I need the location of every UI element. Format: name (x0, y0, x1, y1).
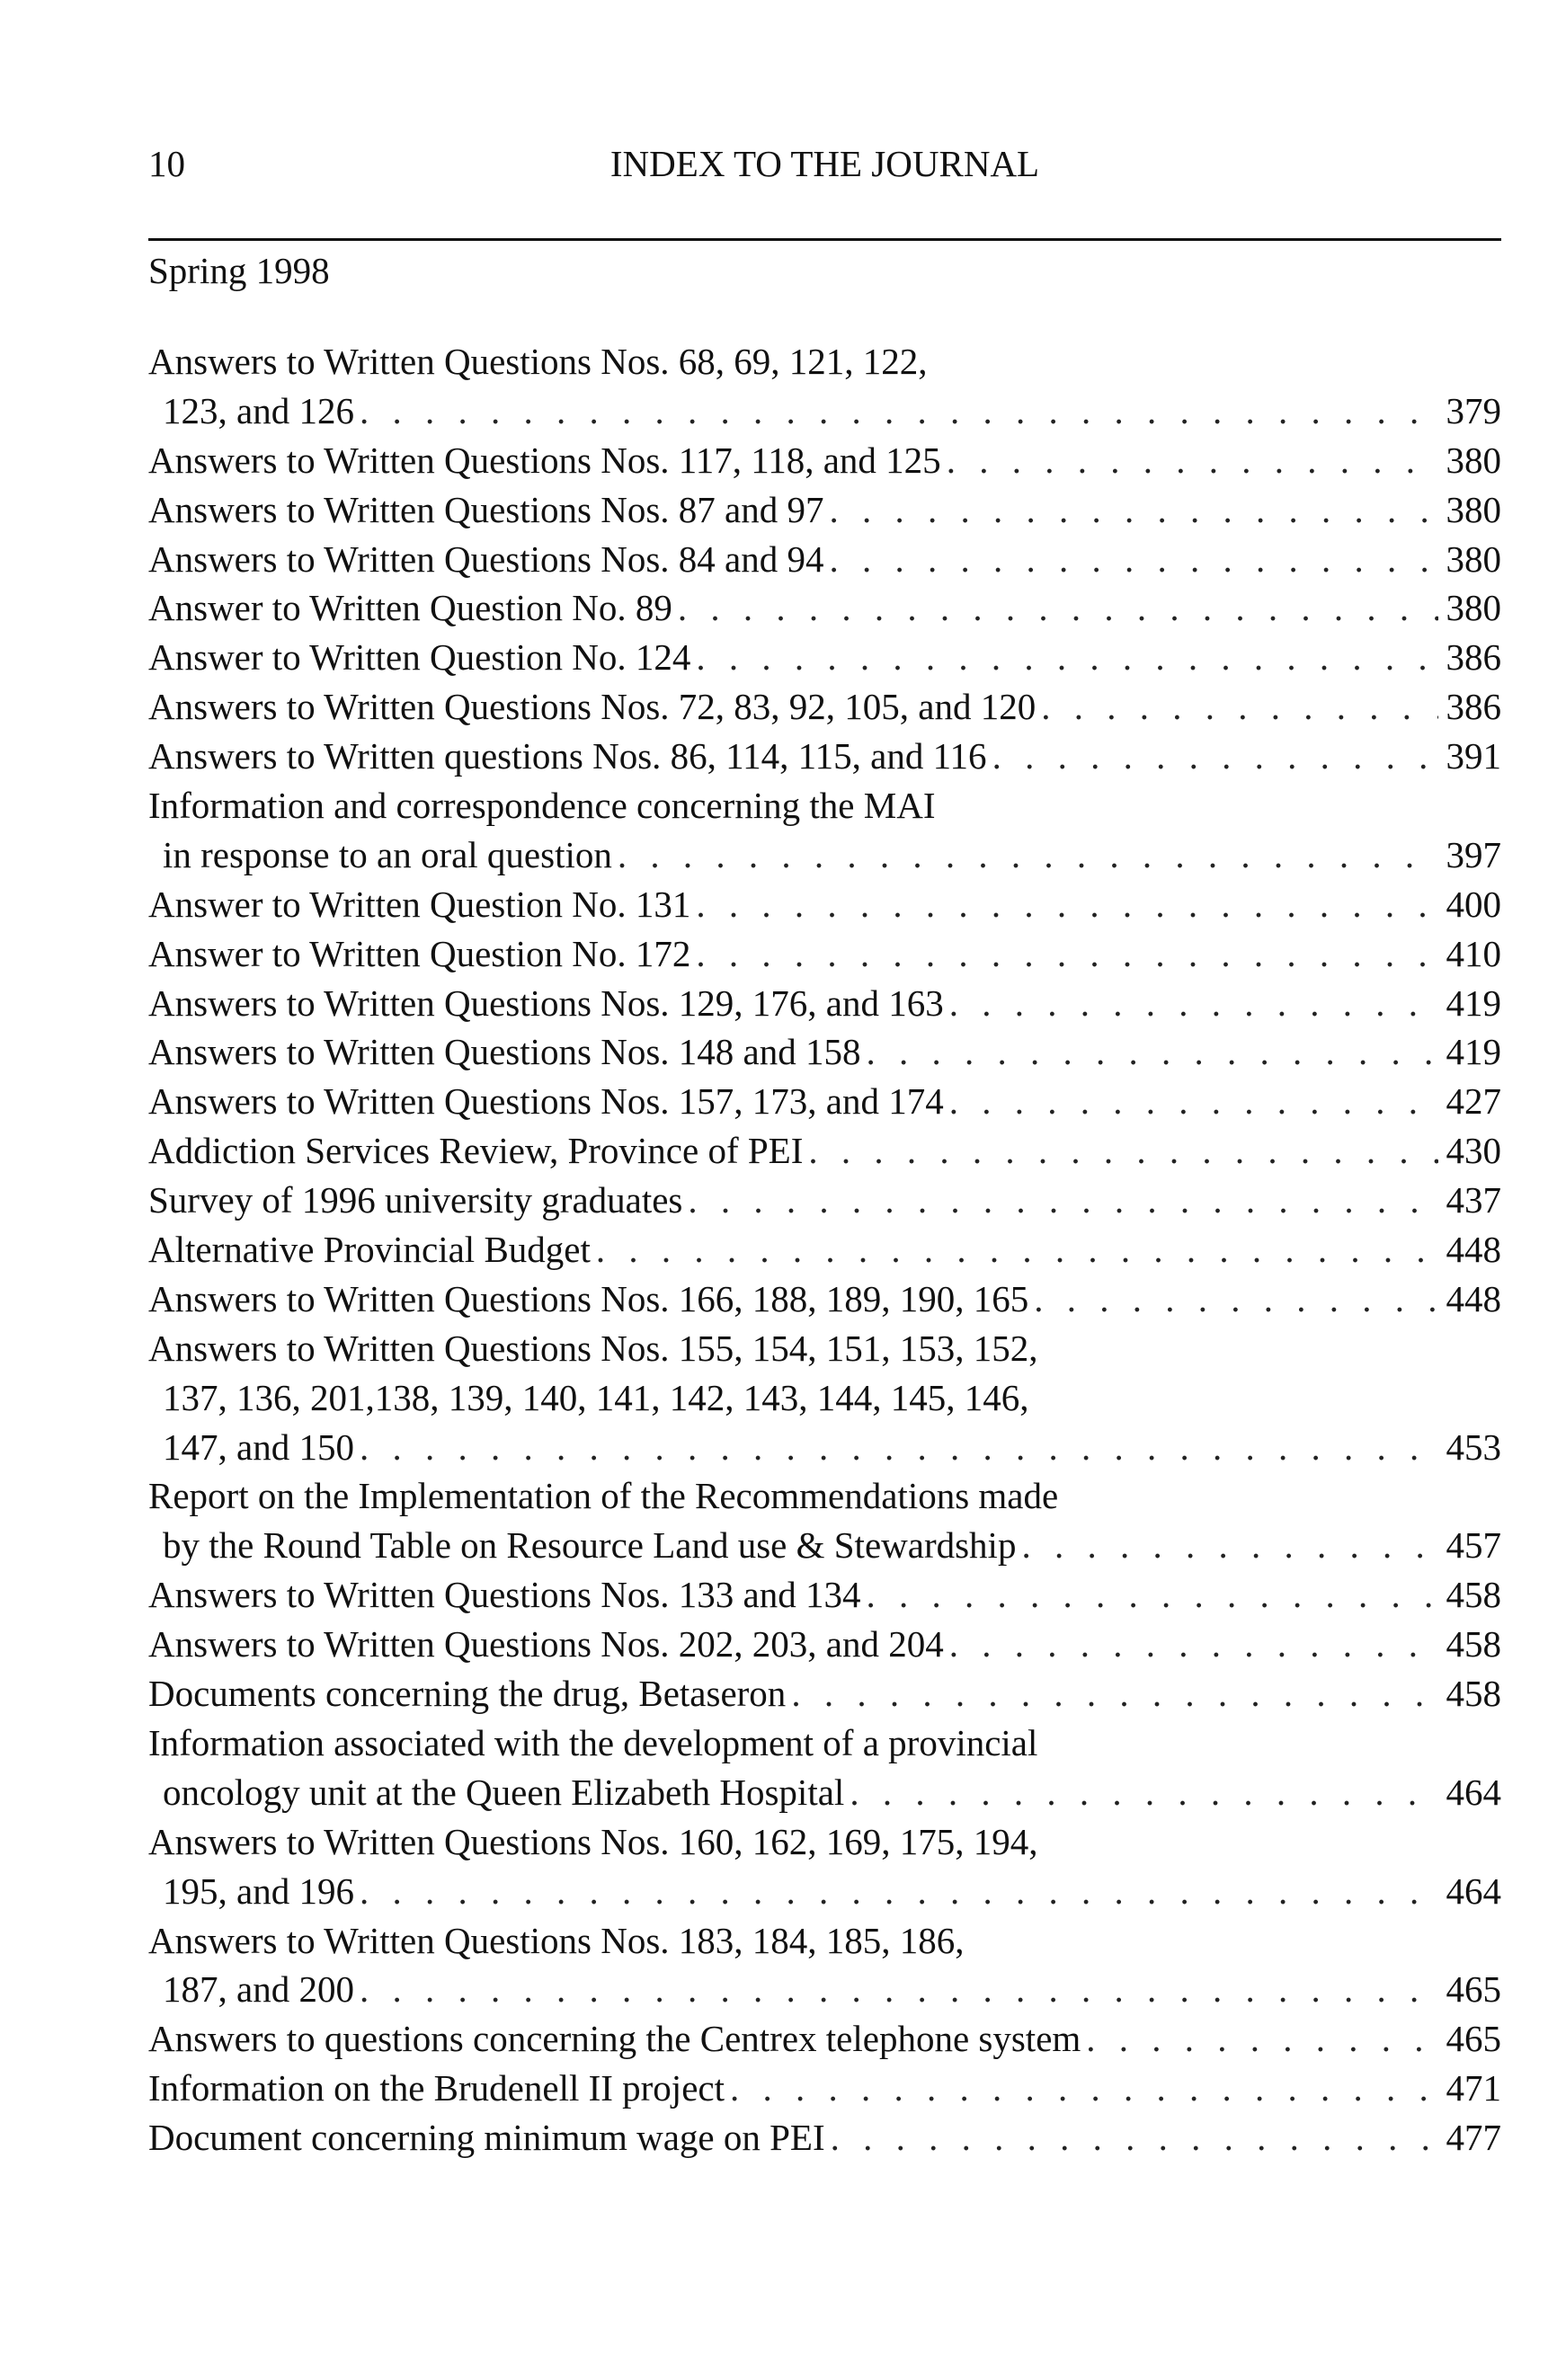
entry-line (148, 1077, 1501, 1126)
dot-leader (844, 1768, 1438, 1817)
entry-page-number: 437 (1446, 1179, 1501, 1221)
dot-leader (354, 1965, 1438, 2014)
index-entry (148, 1274, 1501, 1324)
dot-leader (672, 583, 1438, 633)
entry-page-number: 457 (1446, 1524, 1501, 1567)
entry-line (148, 1768, 1501, 1817)
index-entry (148, 781, 1501, 880)
entry-page-number: 391 (1446, 735, 1501, 777)
entry-text: Answers to Written Questions Nos. 160, 162, 169, 175, 194, (148, 1820, 1038, 1862)
entry-line (148, 2014, 1501, 2064)
entry-line (148, 880, 1501, 929)
index-entry (148, 2064, 1501, 2113)
entry-text: Answers to Written Questions Nos. 202, 203, and 204 (148, 1623, 944, 1665)
entry-line (148, 1570, 1501, 1620)
entry-text: Information on the Brudenell II project (148, 2067, 725, 2109)
entry-line (148, 1669, 1501, 1718)
entry-page-number: 379 (1446, 389, 1501, 431)
entry-line (148, 1274, 1501, 1324)
section-title: Spring 1998 (148, 250, 330, 291)
entry-page-number: 380 (1446, 488, 1501, 530)
entry-page-number: 453 (1446, 1425, 1501, 1468)
entry-page-number: 430 (1446, 1130, 1501, 1172)
dot-leader (690, 880, 1438, 929)
entry-page-number: 380 (1446, 439, 1501, 481)
index-entry (148, 880, 1501, 929)
entry-page-number: 448 (1446, 1229, 1501, 1271)
entry-line (148, 929, 1501, 979)
entry-text: Document concerning minimum wage on PEI (148, 2117, 825, 2159)
dot-leader (1016, 1521, 1438, 1570)
index-entry (148, 535, 1501, 584)
dot-leader (786, 1669, 1438, 1718)
entry-text: Answer to Written Question No. 131 (148, 883, 691, 925)
entry-page-number: 465 (1446, 2018, 1501, 2060)
entry-page-number: 419 (1446, 1031, 1501, 1073)
dot-leader (941, 436, 1438, 485)
entry-page-number: 419 (1446, 981, 1501, 1024)
entry-page-number: 386 (1446, 686, 1501, 728)
dot-leader (825, 2113, 1438, 2162)
dot-leader (823, 485, 1438, 535)
entry-page-number: 400 (1446, 883, 1501, 925)
index-entry (148, 1916, 1501, 2015)
index-entry (148, 1077, 1501, 1126)
dot-leader (987, 732, 1438, 781)
entry-page-number: 458 (1446, 1673, 1501, 1715)
page-header (148, 142, 1501, 196)
entry-page-number: 427 (1446, 1080, 1501, 1123)
index-entry (148, 1718, 1501, 1817)
entry-text: in response to an oral question (163, 833, 612, 875)
index-entry (148, 436, 1501, 485)
index-entry (148, 1027, 1501, 1077)
dot-leader (1028, 1274, 1438, 1324)
dot-leader (690, 929, 1438, 979)
entry-text: Answers to questions concerning the Centrex telephone system (148, 2018, 1081, 2060)
dot-leader (860, 1027, 1438, 1077)
entry-text: Answers to Written Questions Nos. 68, 69, 121, 122, (148, 341, 928, 382)
entry-text: Answers to Written Questions Nos. 87 and 97 (148, 488, 824, 530)
entry-text: Answers to Written Questions Nos. 117, 118, and 125 (148, 439, 941, 481)
entry-text: Answers to Written questions Nos. 86, 114, 115, and 116 (148, 735, 987, 777)
dot-leader (354, 386, 1438, 436)
entry-page-number: 464 (1446, 1771, 1501, 1813)
entry-text: Answer to Written Question No. 89 (148, 587, 672, 629)
entry-text: 137, 136, 201,138, 139, 140, 141, 142, 143, 144, 145, 146, (163, 1376, 1029, 1418)
entry-text: Information and correspondence concerning the MAI (148, 785, 936, 827)
dot-leader (944, 979, 1438, 1028)
entry-line (148, 1225, 1501, 1274)
entry-text: Alternative Provincial Budget (148, 1229, 591, 1271)
entry-line (148, 682, 1501, 732)
dot-leader (725, 2064, 1438, 2113)
entry-text: Answer to Written Question No. 124 (148, 636, 691, 679)
entry-text: Answers to Written Questions Nos. 72, 83, 92, 105, and 120 (148, 686, 1037, 728)
entry-page-number: 386 (1446, 636, 1501, 679)
entry-text: Answers to Written Questions Nos. 84 and 94 (148, 537, 824, 580)
entry-text: Answers to Written Questions Nos. 183, 184, 185, 186, (148, 1919, 965, 1961)
dot-leader (690, 633, 1438, 682)
entry-line (148, 436, 1501, 485)
entry-text: 195, and 196 (163, 1869, 354, 1912)
entry-line (148, 1126, 1501, 1176)
entry-line (148, 2113, 1501, 2162)
entry-text: Information associated with the development of a provincial (148, 1721, 1038, 1763)
index-entry (148, 633, 1501, 682)
entry-text: Answers to Written Questions Nos. 148 and 158 (148, 1031, 861, 1073)
index-entries (148, 337, 1501, 2162)
entry-line (148, 386, 1501, 436)
entry-line (148, 1176, 1501, 1225)
entry-text: Documents concerning the drug, Betaseron (148, 1673, 787, 1715)
dot-leader (1081, 2014, 1438, 2064)
index-entry (148, 1817, 1501, 1916)
entry-page-number: 458 (1446, 1623, 1501, 1665)
index-entry (148, 979, 1501, 1028)
entry-text: Answers to Written Questions Nos. 155, 154, 151, 153, 152, (148, 1327, 1038, 1369)
index-entry (148, 1126, 1501, 1176)
dot-leader (682, 1176, 1438, 1225)
entry-page-number: 477 (1446, 2117, 1501, 2159)
entry-line (148, 830, 1501, 880)
dot-leader (612, 830, 1438, 880)
entry-line (148, 535, 1501, 584)
index-entry (148, 1669, 1501, 1718)
entry-line (148, 979, 1501, 1028)
dot-leader (803, 1126, 1438, 1176)
entry-line (148, 1027, 1501, 1077)
entry-line (148, 732, 1501, 781)
entry-page-number: 380 (1446, 537, 1501, 580)
index-entry (148, 485, 1501, 535)
index-entry (148, 337, 1501, 436)
index-entry (148, 2113, 1501, 2162)
index-entry (148, 2014, 1501, 2064)
entry-page-number: 471 (1446, 2067, 1501, 2109)
entry-text: 123, and 126 (163, 389, 354, 431)
dot-leader (823, 535, 1438, 584)
index-entry (148, 1471, 1501, 1570)
index-entry (148, 732, 1501, 781)
header-rule (148, 238, 1501, 241)
entry-text: Answers to Written Questions Nos. 157, 173, and 174 (148, 1080, 944, 1123)
entry-text: Answers to Written Questions Nos. 129, 176, and 163 (148, 981, 944, 1024)
dot-leader (860, 1570, 1438, 1620)
entry-line (148, 1620, 1501, 1669)
entry-line (148, 633, 1501, 682)
running-title: INDEX TO THE JOURNAL (609, 143, 1040, 184)
entry-text: oncology unit at the Queen Elizabeth Hospital (163, 1771, 845, 1813)
entry-text: Answers to Written Questions Nos. 166, 188, 189, 190, 165 (148, 1277, 1029, 1319)
entry-page-number: 464 (1446, 1869, 1501, 1912)
entry-line (148, 2064, 1501, 2113)
entry-line (148, 583, 1501, 633)
page-number: 10 (148, 143, 185, 184)
index-entry (148, 1324, 1501, 1472)
dot-leader (1036, 682, 1438, 732)
entry-text: Addiction Services Review, Province of PEI (148, 1130, 804, 1172)
entry-line (148, 485, 1501, 535)
entry-line (148, 1867, 1501, 1916)
entry-text: 147, and 150 (163, 1425, 354, 1468)
index-entry (148, 1225, 1501, 1274)
entry-line (148, 1423, 1501, 1472)
entry-page-number: 410 (1446, 932, 1501, 974)
entry-text: Survey of 1996 university graduates (148, 1179, 683, 1221)
index-entry (148, 1570, 1501, 1620)
entry-text: 187, and 200 (163, 1968, 354, 2011)
dot-leader (944, 1620, 1438, 1669)
entry-page-number: 448 (1446, 1277, 1501, 1319)
dot-leader (591, 1225, 1438, 1274)
entry-page-number: 465 (1446, 1968, 1501, 2011)
index-entry (148, 583, 1501, 633)
entry-line (148, 1965, 1501, 2014)
entry-page-number: 397 (1446, 833, 1501, 875)
entry-text: Report on the Implementation of the Recommendations made (148, 1475, 1059, 1517)
entry-page-number: 380 (1446, 587, 1501, 629)
entry-text: by the Round Table on Resource Land use & Stewardship (163, 1524, 1017, 1567)
index-entry (148, 929, 1501, 979)
index-entry (148, 1620, 1501, 1669)
index-entry (148, 682, 1501, 732)
entry-text: Answer to Written Question No. 172 (148, 932, 691, 974)
entry-page-number: 458 (1446, 1574, 1501, 1616)
dot-leader (354, 1867, 1438, 1916)
entry-text: Answers to Written Questions Nos. 133 and 134 (148, 1574, 861, 1616)
dot-leader (354, 1423, 1438, 1472)
index-entry (148, 1176, 1501, 1225)
entry-line (148, 1521, 1501, 1570)
dot-leader (944, 1077, 1438, 1126)
